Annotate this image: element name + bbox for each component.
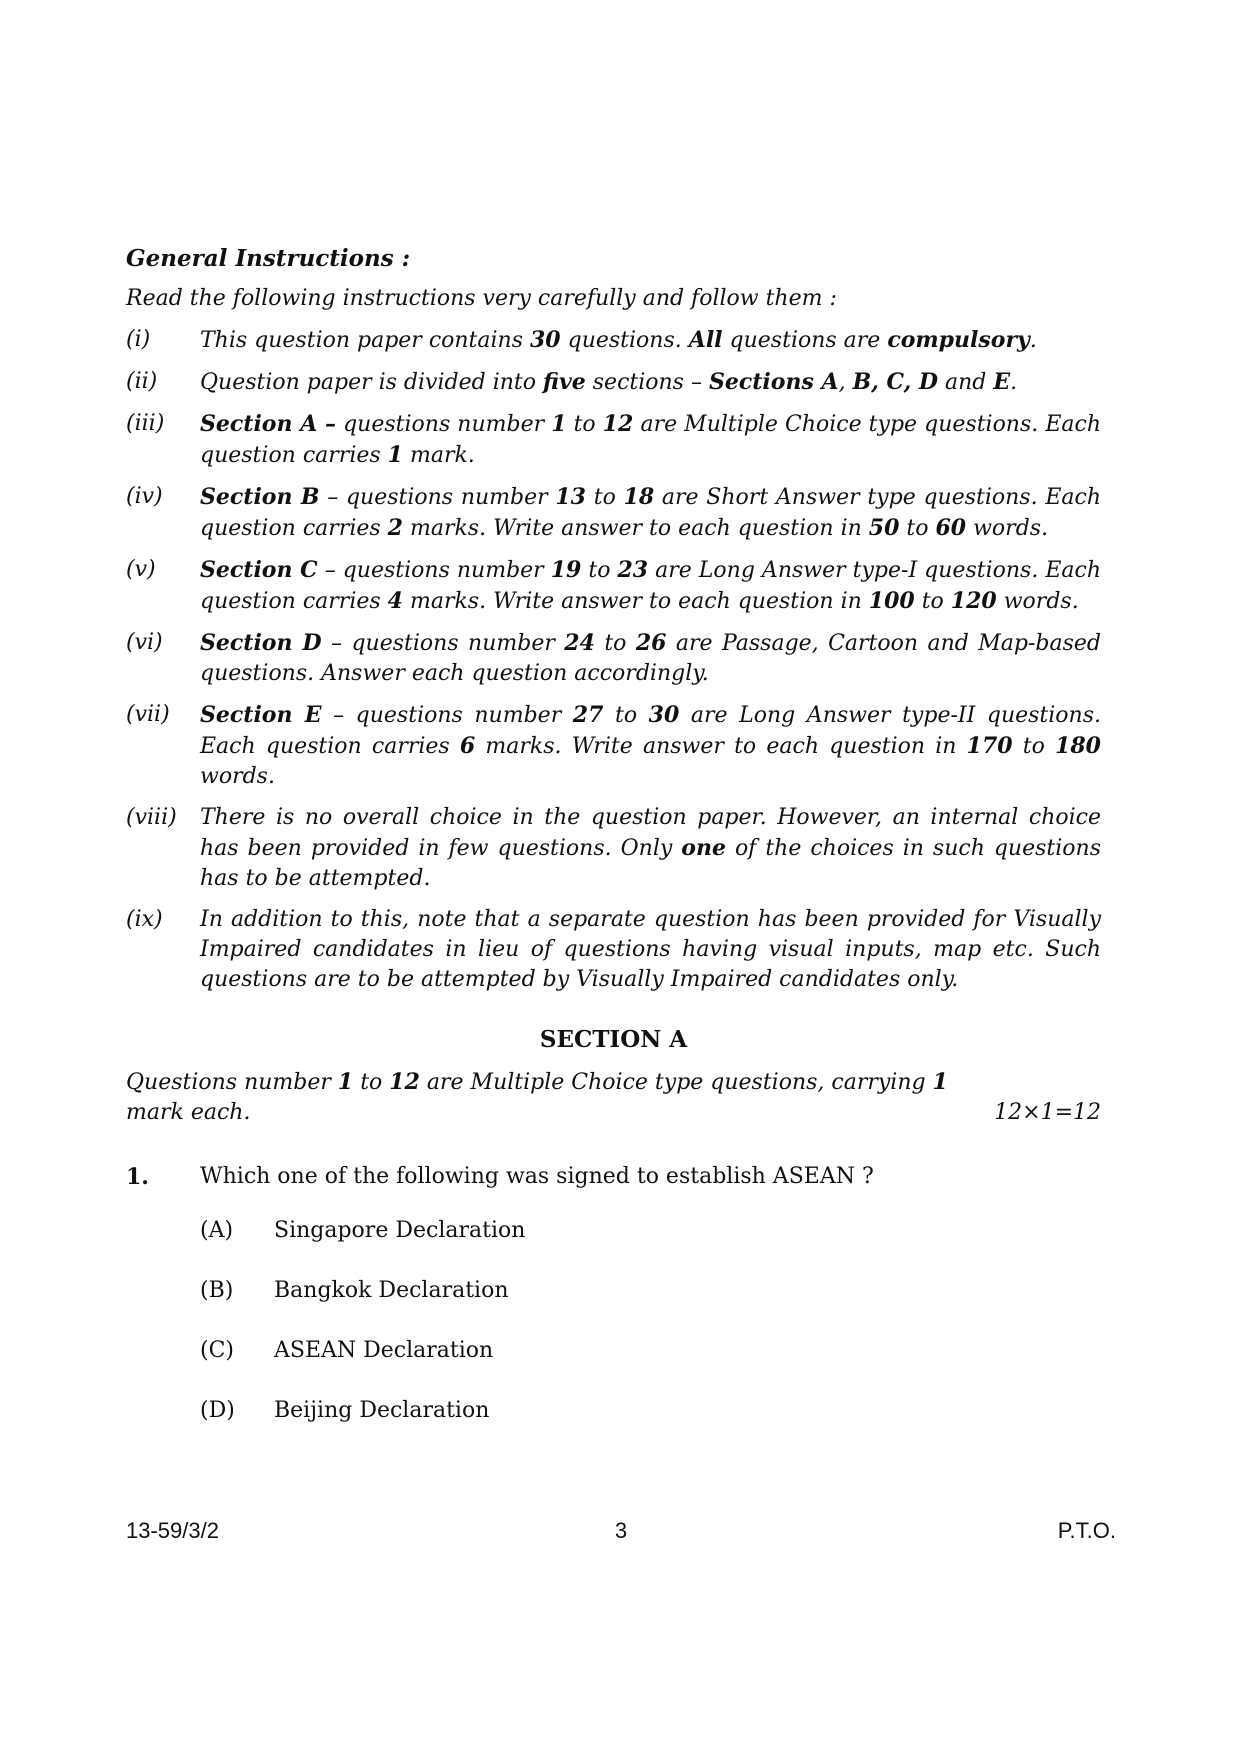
text-run: and: [938, 370, 994, 395]
instruction-text: [200, 328, 1037, 353]
text-run: marks. Write answer to each question in: [402, 589, 869, 614]
bold-text: 23: [617, 557, 649, 583]
bold-text: 2: [387, 515, 403, 541]
text-run: are Multiple Choice type questions, carrying: [419, 1070, 933, 1095]
section-title: SECTION A: [539, 1026, 688, 1053]
general-instructions-intro: Read the following instructions very carefully and follow them :: [126, 286, 837, 311]
bold-text: Section C: [200, 557, 318, 583]
instruction-number: (vii): [126, 702, 170, 727]
text-run: marks. Write answer to each question in: [475, 734, 967, 759]
text-run: This question paper contains: [200, 328, 530, 353]
option-text: ASEAN Declaration: [274, 1338, 494, 1363]
instructions-list: [126, 325, 1101, 995]
bold-text: 6: [459, 733, 476, 759]
instruction-number: (iv): [126, 484, 163, 509]
bold-text: compulsory: [887, 327, 1030, 353]
bold-text: 1: [387, 442, 403, 468]
bold-text: 30: [648, 702, 680, 728]
paper-code: 13-59/3/2: [126, 1518, 219, 1543]
text-run: to: [586, 485, 624, 510]
instruction-number: (i): [126, 327, 151, 352]
text-run: to: [566, 412, 603, 437]
bold-text: 13: [555, 484, 586, 510]
text-run: – questions number: [317, 558, 551, 583]
bold-text: 100: [868, 588, 915, 614]
instruction-item: [126, 482, 1101, 544]
bold-text: 180: [1055, 733, 1101, 759]
text-run: are Long Answer type-I questions. Each question carries: [200, 558, 1102, 614]
bold-text: 24: [564, 630, 595, 656]
answer-option: [126, 1336, 1101, 1396]
option-text: Beijing Declaration: [274, 1398, 490, 1423]
bold-text: B, C, D: [852, 369, 938, 395]
text-run: – questions number: [319, 485, 556, 510]
text-run: ,: [838, 370, 853, 395]
text-run: There is no overall choice in the question paper. However, an internal choice has been provided in few questions. Only: [200, 805, 1101, 861]
instruction-item: [126, 628, 1101, 689]
instruction-number: (ii): [126, 369, 158, 394]
bold-text: E: [993, 369, 1011, 395]
instruction-text: [200, 907, 1101, 992]
instruction-text: [200, 631, 1101, 686]
instruction-number: (iii): [126, 411, 165, 436]
text-run: to: [899, 516, 936, 541]
answer-option: [126, 1216, 1101, 1276]
instruction-text: [200, 703, 1101, 789]
question-text: Which one of the following was signed to establish ASEAN ?: [200, 1164, 874, 1189]
general-instructions-title: General Instructions :: [126, 245, 411, 272]
instruction-number: (ix): [126, 907, 163, 932]
bold-text: 12: [389, 1069, 420, 1095]
option-label: (C): [200, 1338, 234, 1363]
text-run: – questions number: [321, 703, 573, 728]
bold-text: Section A –: [200, 411, 337, 437]
text-run: words.: [996, 589, 1079, 614]
section-marks: 12×1=12: [994, 1100, 1101, 1125]
text-run: Question paper is divided into: [200, 370, 543, 395]
bold-text: Section D: [200, 630, 322, 656]
text-run: questions are: [722, 328, 888, 353]
bold-text: five: [542, 369, 586, 395]
text-run: are Long Answer type-II questions. Each question carries: [200, 703, 1102, 759]
options-list: [126, 1216, 1101, 1456]
bold-text: 170: [966, 733, 1013, 759]
text-run: are Passage, Cartoon and Map-based questions. Answer each question accordingly.: [200, 631, 1101, 686]
bold-text: 50: [868, 515, 900, 541]
question-number: 1.: [126, 1164, 149, 1190]
bold-text: Section E: [200, 702, 322, 728]
option-text: Singapore Declaration: [274, 1218, 526, 1243]
question-1: [126, 1162, 1101, 1192]
instruction-text: [200, 805, 1101, 891]
instruction-item: [126, 803, 1101, 894]
bold-text: 26: [635, 630, 667, 656]
text-run: questions.: [560, 328, 689, 353]
instruction-item: [126, 367, 1101, 398]
option-label: (A): [200, 1218, 234, 1243]
bold-text: 30: [530, 327, 561, 353]
pto-label: P.T.O.: [1057, 1518, 1116, 1543]
bold-text: 60: [935, 515, 967, 541]
bold-text: Sections A: [708, 369, 839, 395]
bold-text: 12: [602, 411, 634, 437]
exam-page: [126, 244, 1101, 1456]
page-number: 3: [614, 1518, 628, 1543]
text-run: mark.: [402, 443, 475, 468]
instruction-item: [126, 555, 1101, 617]
text-run: mark each.: [126, 1100, 251, 1125]
instruction-number: (vi): [126, 630, 163, 655]
bold-text: 4: [387, 588, 403, 614]
answer-option: [126, 1276, 1101, 1336]
text-run: words.: [200, 764, 275, 789]
text-run: .: [1029, 328, 1037, 353]
instruction-number: (v): [126, 557, 156, 582]
instruction-text: [200, 370, 1017, 395]
instruction-item: [126, 905, 1101, 995]
bold-text: All: [688, 327, 723, 353]
text-run: – questions number: [321, 631, 565, 656]
bold-text: one: [681, 835, 726, 861]
bold-text: Section B: [200, 484, 320, 510]
text-run: to: [1012, 734, 1056, 759]
option-text: Bangkok Declaration: [274, 1278, 509, 1303]
text-run: questions number: [336, 412, 552, 437]
bold-text: 1: [551, 411, 567, 437]
bold-text: 120: [950, 588, 997, 614]
instruction-text: [200, 485, 1101, 541]
text-run: to: [353, 1070, 390, 1095]
bold-text: 18: [623, 484, 655, 510]
instruction-item: [126, 700, 1101, 792]
text-run: sections –: [585, 370, 709, 395]
bold-text: 19: [550, 557, 582, 583]
text-run: are Multiple Choice type questions. Each question carries: [200, 412, 1101, 468]
bold-text: 1: [337, 1069, 354, 1095]
instruction-item: [126, 409, 1101, 471]
answer-option: [126, 1396, 1101, 1456]
text-run: marks. Write answer to each question in: [402, 516, 869, 541]
option-label: (D): [200, 1398, 235, 1423]
text-run: are Short Answer type questions. Each question carries: [200, 485, 1101, 541]
instruction-item: [126, 325, 1101, 356]
text-run: to: [594, 631, 636, 656]
option-label: (B): [200, 1278, 234, 1303]
page-footer: [126, 1518, 1116, 1548]
section-note: [126, 1067, 1101, 1128]
text-run: to: [914, 589, 951, 614]
instruction-text: [200, 558, 1101, 614]
section-note-text: [126, 1070, 948, 1125]
text-run: to: [581, 558, 618, 583]
instruction-number: (viii): [126, 805, 177, 830]
bold-text: 27: [572, 702, 604, 728]
text-run: .: [1010, 370, 1018, 395]
text-run: In addition to this, note that a separate question has been provided for Visually Impaired candidates in lieu of questions having visual inputs, map etc. Such questions are to be attempted by Visually Impaired candidates only.: [200, 907, 1101, 992]
instruction-text: [200, 412, 1101, 468]
text-run: to: [603, 703, 649, 728]
bold-text: 1: [932, 1069, 948, 1095]
text-run: Questions number: [126, 1070, 338, 1095]
text-run: of the choices in such questions has to be attempted.: [200, 836, 1101, 891]
text-run: words.: [966, 516, 1049, 541]
